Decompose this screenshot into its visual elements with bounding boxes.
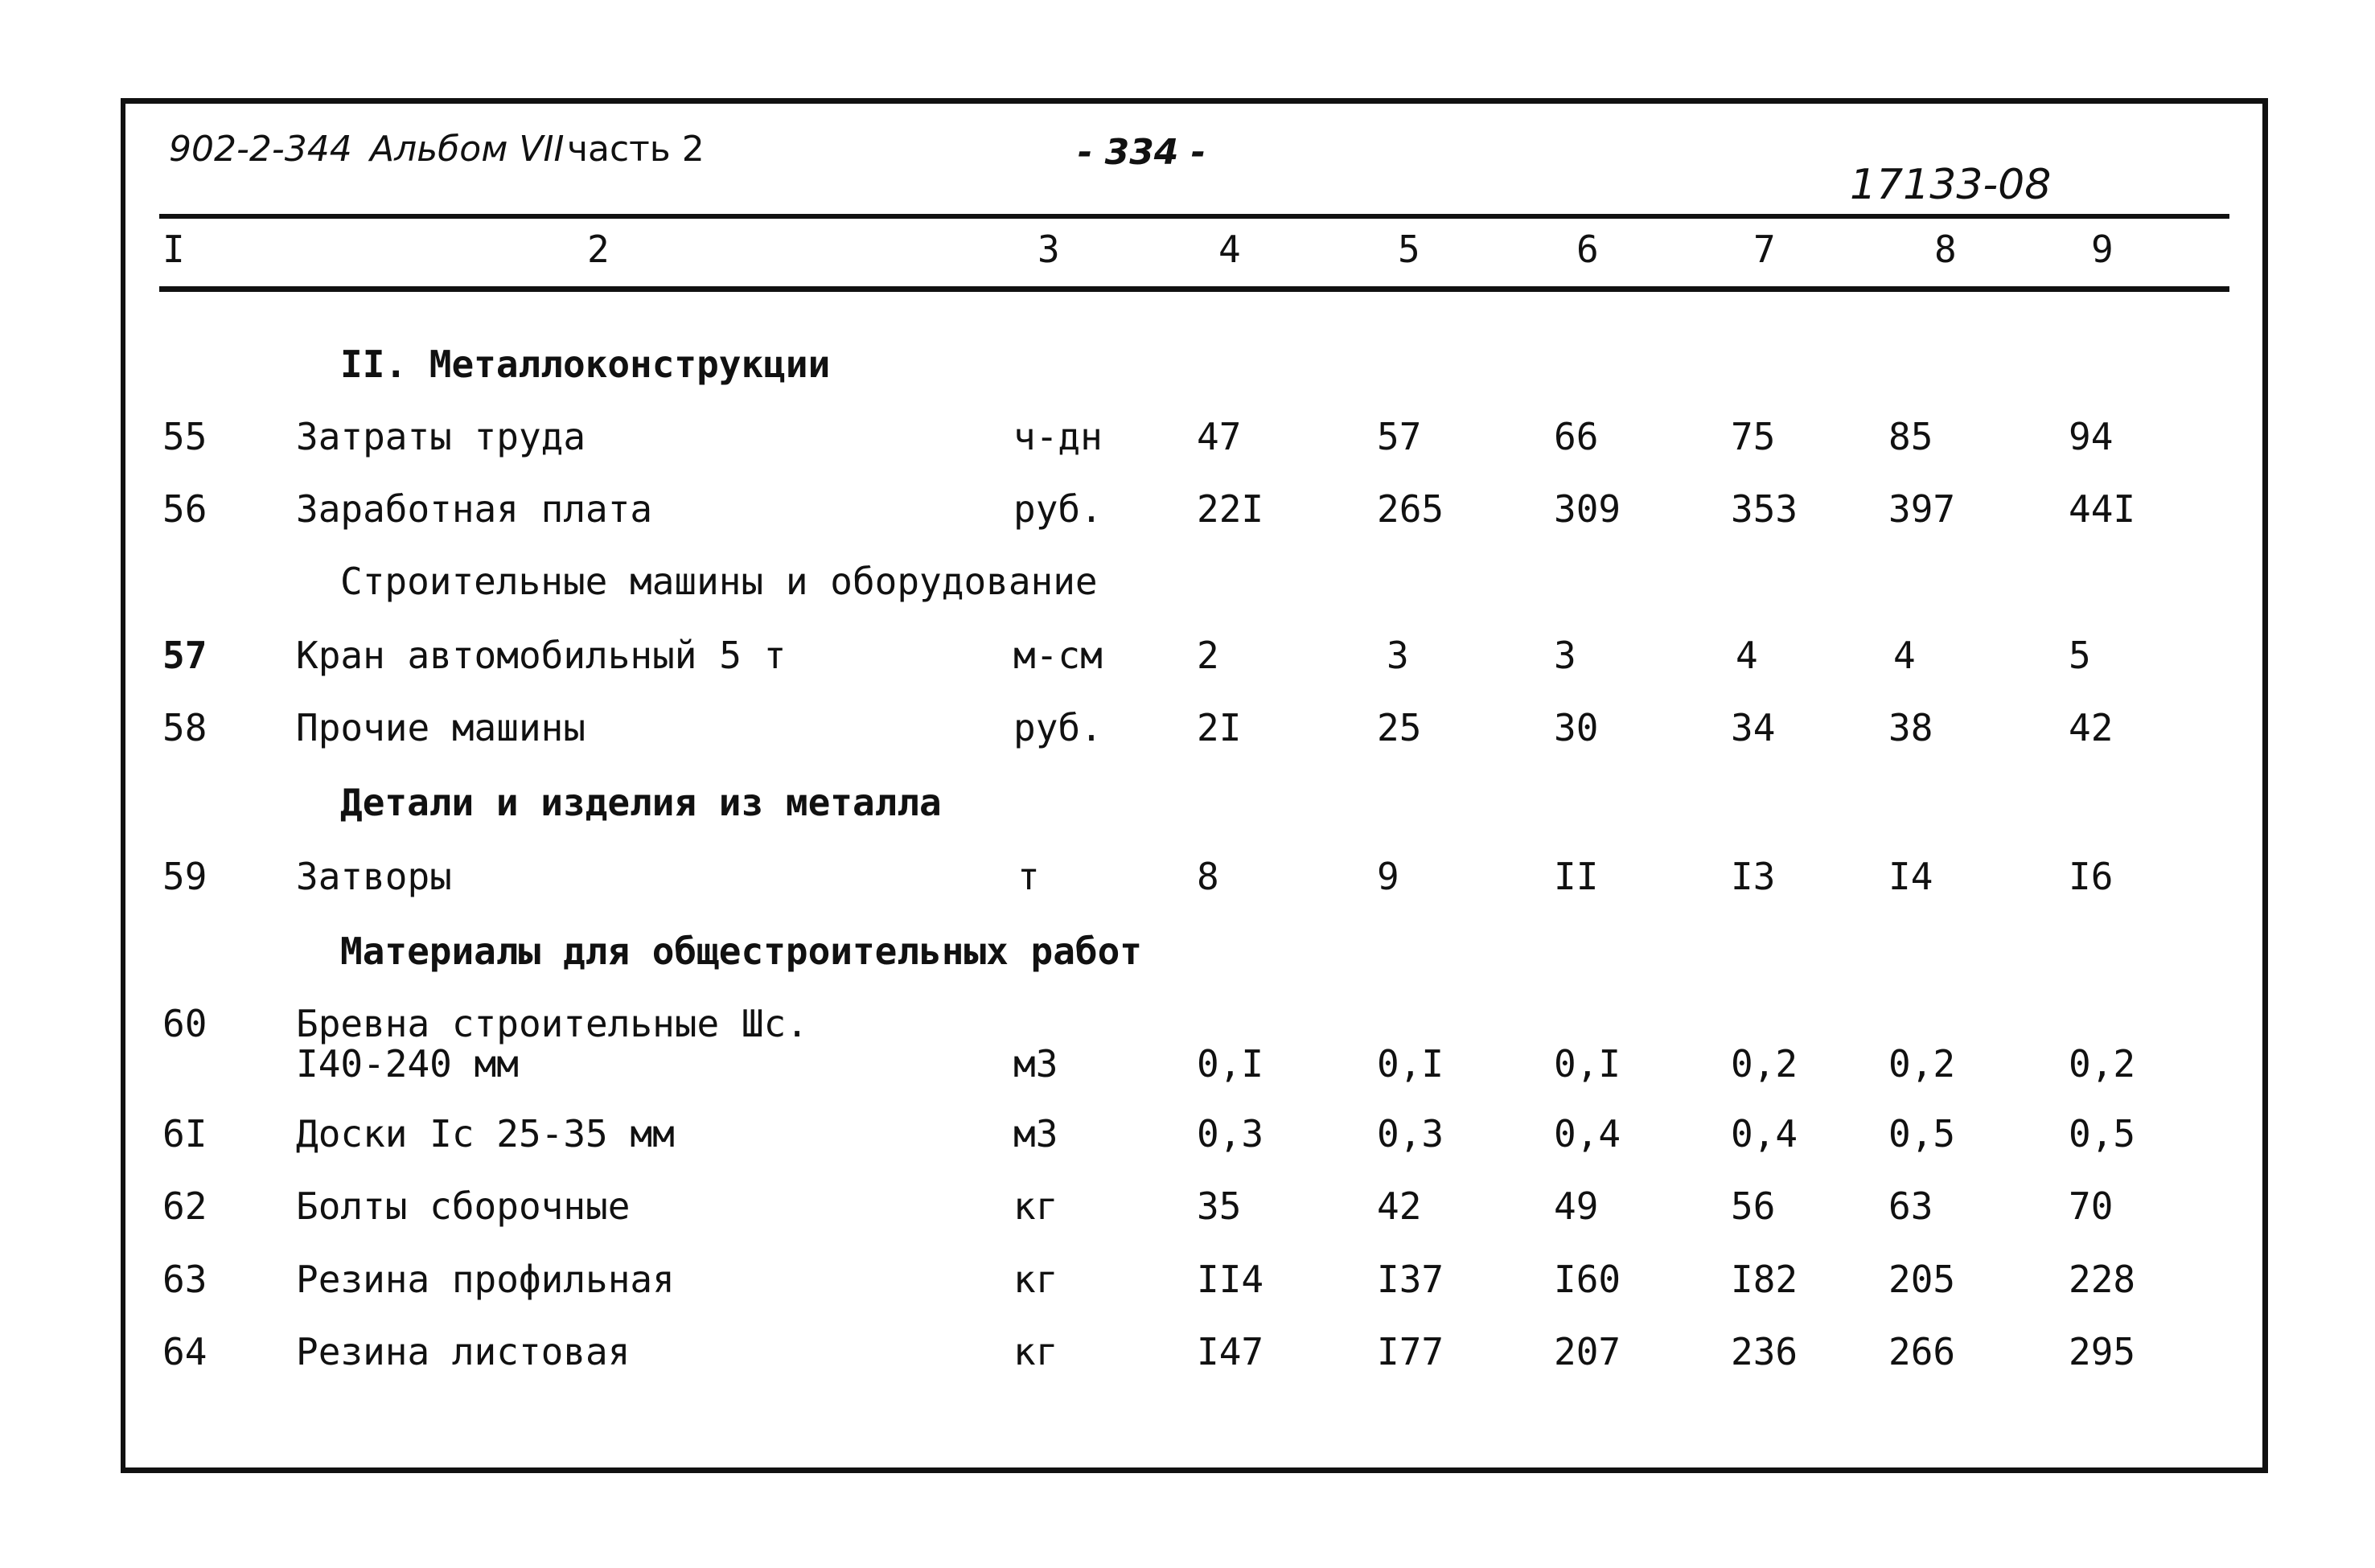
row-value: 3 — [1387, 634, 1409, 677]
row-name-continuation: I40-240 мм — [296, 1042, 519, 1086]
row-value: II4 — [1197, 1258, 1264, 1301]
row-number: 6I — [162, 1112, 208, 1155]
header-bottom-rule — [159, 286, 2229, 292]
row-name: Прочие машины — [296, 706, 586, 749]
row-value: 25 — [1377, 706, 1422, 749]
row-number: 56 — [162, 487, 208, 531]
sheet-code: 17133-08 — [1850, 161, 2052, 209]
col-header-9: 9 — [2091, 228, 2114, 271]
row-number: 57 — [162, 634, 208, 677]
row-value: 266 — [1888, 1330, 1956, 1373]
row-unit: руб. — [1013, 487, 1103, 531]
row-value: 42 — [1377, 1184, 1422, 1228]
row-value: I37 — [1377, 1258, 1444, 1301]
row-value: 0,5 — [2069, 1112, 2136, 1155]
row-value: 0,I — [1377, 1042, 1444, 1086]
row-unit: кг — [1013, 1258, 1058, 1301]
row-unit: ч-дн — [1013, 415, 1103, 458]
row-number: 62 — [162, 1184, 208, 1228]
row-name: Резина профильная — [296, 1258, 675, 1301]
row-value: 2I — [1197, 706, 1242, 749]
row-value: 0,I — [1554, 1042, 1621, 1086]
col-header-5: 5 — [1398, 228, 1420, 271]
row-value: 75 — [1731, 415, 1776, 458]
row-value: 34 — [1731, 706, 1776, 749]
doc-code: 902-2-344 — [169, 129, 352, 170]
row-unit: руб. — [1013, 706, 1103, 749]
row-unit: т — [1017, 855, 1040, 898]
row-value: 2 — [1197, 634, 1219, 677]
row-unit: м3 — [1013, 1112, 1058, 1155]
row-value: 0,3 — [1377, 1112, 1444, 1155]
row-value: 42 — [2069, 706, 2114, 749]
row-value: 309 — [1554, 487, 1621, 531]
row-number: 58 — [162, 706, 208, 749]
row-value: 0,3 — [1197, 1112, 1264, 1155]
col-header-7: 7 — [1753, 228, 1776, 271]
row-value: 63 — [1888, 1184, 1933, 1228]
col-header-4: 4 — [1218, 228, 1241, 271]
album-label: Альбом VII — [370, 129, 565, 170]
col-header-8: 8 — [1934, 228, 1957, 271]
row-value: 205 — [1888, 1258, 1956, 1301]
row-value: 38 — [1888, 706, 1933, 749]
row-name: Затворы — [296, 855, 452, 898]
row-number: 64 — [162, 1330, 208, 1373]
row-number: 59 — [162, 855, 208, 898]
row-value: I3 — [1731, 855, 1776, 898]
row-value: 3 — [1554, 634, 1576, 677]
row-number: 60 — [162, 1002, 208, 1045]
row-value: 0,4 — [1731, 1112, 1798, 1155]
row-value: I82 — [1731, 1258, 1798, 1301]
row-value: I6 — [2069, 855, 2114, 898]
row-value: 94 — [2069, 415, 2114, 458]
row-value: 5 — [2069, 634, 2091, 677]
row-value: 66 — [1554, 415, 1599, 458]
row-value: 207 — [1554, 1330, 1621, 1373]
col-header-2: 2 — [587, 228, 610, 271]
row-number: 63 — [162, 1258, 208, 1301]
row-value: 4 — [1893, 634, 1916, 677]
row-unit: м-см — [1013, 634, 1103, 677]
row-name: Кран автомобильный 5 т — [296, 634, 787, 677]
row-value: 70 — [2069, 1184, 2114, 1228]
row-value: 0,2 — [1731, 1042, 1798, 1086]
row-value: 0,5 — [1888, 1112, 1956, 1155]
row-value: II — [1554, 855, 1599, 898]
col-header-1: I — [162, 228, 185, 271]
row-value: 295 — [2069, 1330, 2136, 1373]
row-value: 353 — [1731, 487, 1798, 531]
row-value: 236 — [1731, 1330, 1798, 1373]
row-value: 4 — [1736, 634, 1758, 677]
row-name: Затраты труда — [296, 415, 586, 458]
row-unit: кг — [1013, 1184, 1058, 1228]
row-unit: м3 — [1013, 1042, 1058, 1086]
row-value: I77 — [1377, 1330, 1444, 1373]
row-value: 85 — [1888, 415, 1933, 458]
row-value: 0,4 — [1554, 1112, 1621, 1155]
row-name: Болты сборочные — [296, 1184, 631, 1228]
section-title: Детали и изделия из металла — [340, 781, 942, 824]
row-name: Резина листовая — [296, 1330, 631, 1373]
header-top-rule — [159, 214, 2229, 219]
row-value: 265 — [1377, 487, 1444, 531]
row-value: 9 — [1377, 855, 1399, 898]
row-value: I60 — [1554, 1258, 1621, 1301]
row-name: Заработная плата — [296, 487, 653, 531]
row-value: 47 — [1197, 415, 1242, 458]
row-value: 22I — [1197, 487, 1264, 531]
section-title: II. Металлоконструкции — [340, 343, 831, 386]
section-title: Строительные машины и оборудование — [340, 560, 1098, 603]
col-header-3: 3 — [1038, 228, 1060, 271]
row-value: I4 — [1888, 855, 1933, 898]
row-name: Доски Iс 25-35 мм — [296, 1112, 675, 1155]
row-value: 0,2 — [1888, 1042, 1956, 1086]
section-title: Материалы для общестроительных работ — [340, 930, 1142, 973]
row-value: 44I — [2069, 487, 2136, 531]
row-value: 0,I — [1197, 1042, 1264, 1086]
row-value: 49 — [1554, 1184, 1599, 1228]
col-header-6: 6 — [1576, 228, 1599, 271]
row-value: 8 — [1197, 855, 1219, 898]
row-value: 0,2 — [2069, 1042, 2136, 1086]
row-number: 55 — [162, 415, 208, 458]
row-unit: кг — [1013, 1330, 1058, 1373]
row-value: 228 — [2069, 1258, 2136, 1301]
row-value: 35 — [1197, 1184, 1242, 1228]
row-value: 397 — [1888, 487, 1956, 531]
row-value: 56 — [1731, 1184, 1776, 1228]
page-number: - 334 - — [1078, 132, 1206, 173]
row-name: Бревна строительные Шс. — [296, 1002, 808, 1045]
row-value: I47 — [1197, 1330, 1264, 1373]
row-value: 57 — [1377, 415, 1422, 458]
row-value: 30 — [1554, 706, 1599, 749]
part-label: часть 2 — [567, 129, 705, 170]
